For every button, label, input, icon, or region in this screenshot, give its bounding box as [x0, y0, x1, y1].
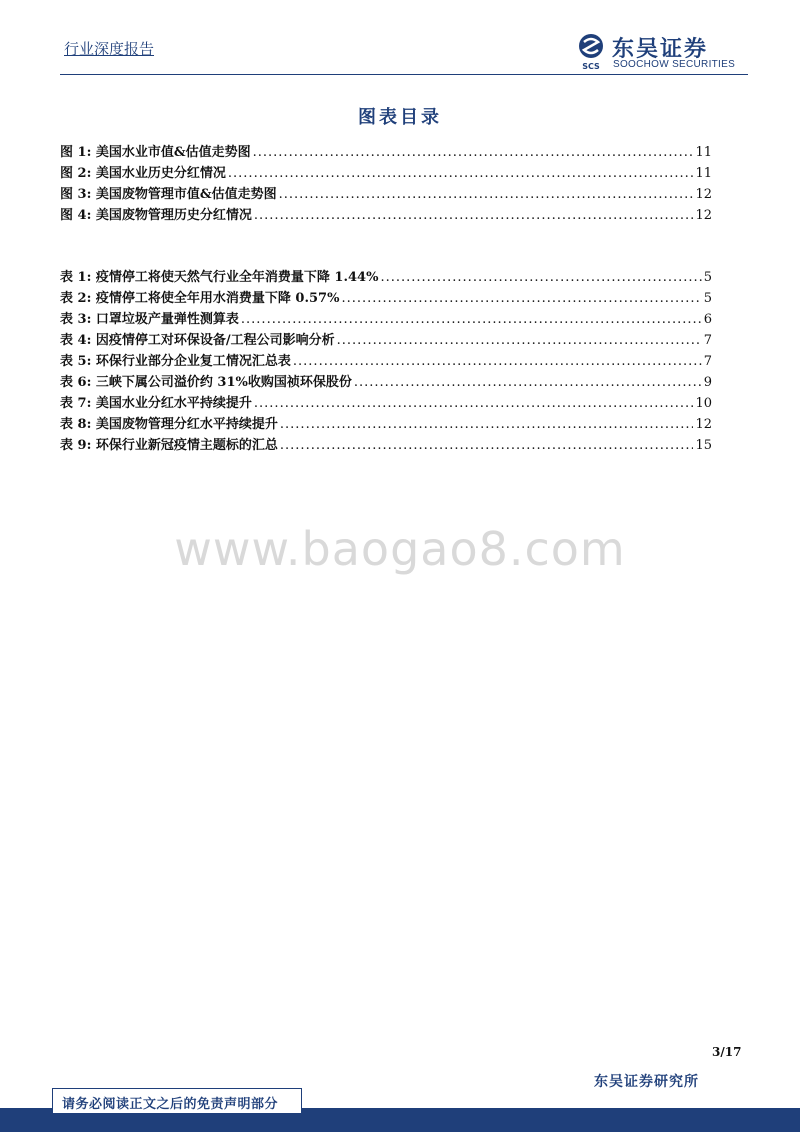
toc-entry-label: 表 6: 三峡下属公司溢价约 31%收购国祯环保股份	[60, 375, 352, 390]
dot-leader	[293, 354, 702, 369]
toc-entry-page: 9	[703, 375, 712, 390]
toc-entry-label: 表 9: 环保行业新冠疫情主题标的汇总	[60, 438, 278, 453]
toc-entry-page: 12	[695, 187, 712, 202]
toc-entry-label: 图 4: 美国废物管理历史分红情况	[60, 208, 252, 223]
footer-organization: 东吴证券研究所	[594, 1074, 699, 1090]
dot-leader	[354, 375, 702, 390]
toc-entry-label: 表 7: 美国水业分红水平持续提升	[60, 396, 252, 411]
toc-entry[interactable]	[60, 204, 712, 225]
toc-entry[interactable]	[60, 287, 712, 308]
dot-leader	[341, 291, 701, 306]
toc-entry[interactable]	[60, 350, 712, 371]
toc-entry-page: 10	[695, 396, 712, 411]
dot-leader	[279, 187, 694, 202]
toc-entry-page: 7	[703, 333, 712, 348]
toc-entry[interactable]	[60, 308, 712, 329]
toc-entry-page: 5	[703, 291, 712, 306]
toc-entry-page: 15	[695, 438, 712, 453]
toc-entry-label: 表 5: 环保行业部分企业复工情况汇总表	[60, 354, 291, 369]
toc-entry-page: 6	[703, 312, 712, 327]
toc-entry[interactable]	[60, 413, 712, 434]
toc-entry[interactable]	[60, 141, 712, 162]
toc-entry[interactable]	[60, 371, 712, 392]
logo-mark-text: SCS	[582, 62, 600, 71]
dot-leader	[380, 270, 701, 285]
soochow-logo-icon	[576, 32, 606, 72]
toc-entry-label: 表 8: 美国废物管理分红水平持续提升	[60, 417, 278, 432]
watermark: www.baogao8.com	[174, 522, 626, 576]
toc-entry[interactable]	[60, 434, 712, 455]
toc-entry[interactable]	[60, 162, 712, 183]
toc-entry-label: 图 3: 美国废物管理市值&估值走势图	[60, 187, 277, 202]
toc-entry[interactable]	[60, 392, 712, 413]
header-divider	[60, 74, 748, 75]
page-number: 3/17	[712, 1045, 742, 1059]
disclaimer-notice: 请务必阅读正文之后的免责声明部分	[62, 1097, 279, 1112]
dot-leader	[241, 312, 702, 327]
table-list	[60, 266, 712, 455]
dot-leader	[228, 166, 694, 181]
company-logo	[576, 32, 746, 72]
toc-entry[interactable]	[60, 329, 712, 350]
toc-entry-page: 11	[695, 166, 712, 181]
report-type-label: 行业深度报告	[64, 40, 155, 58]
toc-entry-label: 图 2: 美国水业历史分红情况	[60, 166, 226, 181]
toc-entry-label: 表 1: 疫情停工将使天然气行业全年消费量下降 1.44%	[60, 270, 379, 285]
page-title: 图表目录	[358, 107, 442, 128]
toc-entry[interactable]	[60, 266, 712, 287]
toc-entry-page: 5	[703, 270, 712, 285]
toc-entry-page: 7	[703, 354, 712, 369]
toc-entry-page: 12	[695, 208, 712, 223]
dot-leader	[337, 333, 702, 348]
toc-entry-page: 12	[695, 417, 712, 432]
toc-entry-page: 11	[695, 145, 712, 160]
logo-english-name: SOOCHOW SECURITIES	[613, 59, 736, 70]
dot-leader	[254, 396, 694, 411]
logo-chinese-name: 东吴证券	[612, 37, 709, 62]
dot-leader	[254, 208, 694, 223]
toc-entry[interactable]	[60, 183, 712, 204]
dot-leader	[253, 145, 694, 160]
figure-list	[60, 141, 712, 225]
toc-entry-label: 表 4: 因疫情停工对环保设备/工程公司影响分析	[60, 333, 335, 348]
dot-leader	[280, 417, 694, 432]
toc-entry-label: 表 2: 疫情停工将使全年用水消费量下降 0.57%	[60, 291, 340, 306]
toc-entry-label: 图 1: 美国水业市值&估值走势图	[60, 145, 251, 160]
toc-entry-label: 表 3: 口罩垃圾产量弹性测算表	[60, 312, 239, 327]
dot-leader	[280, 438, 694, 453]
